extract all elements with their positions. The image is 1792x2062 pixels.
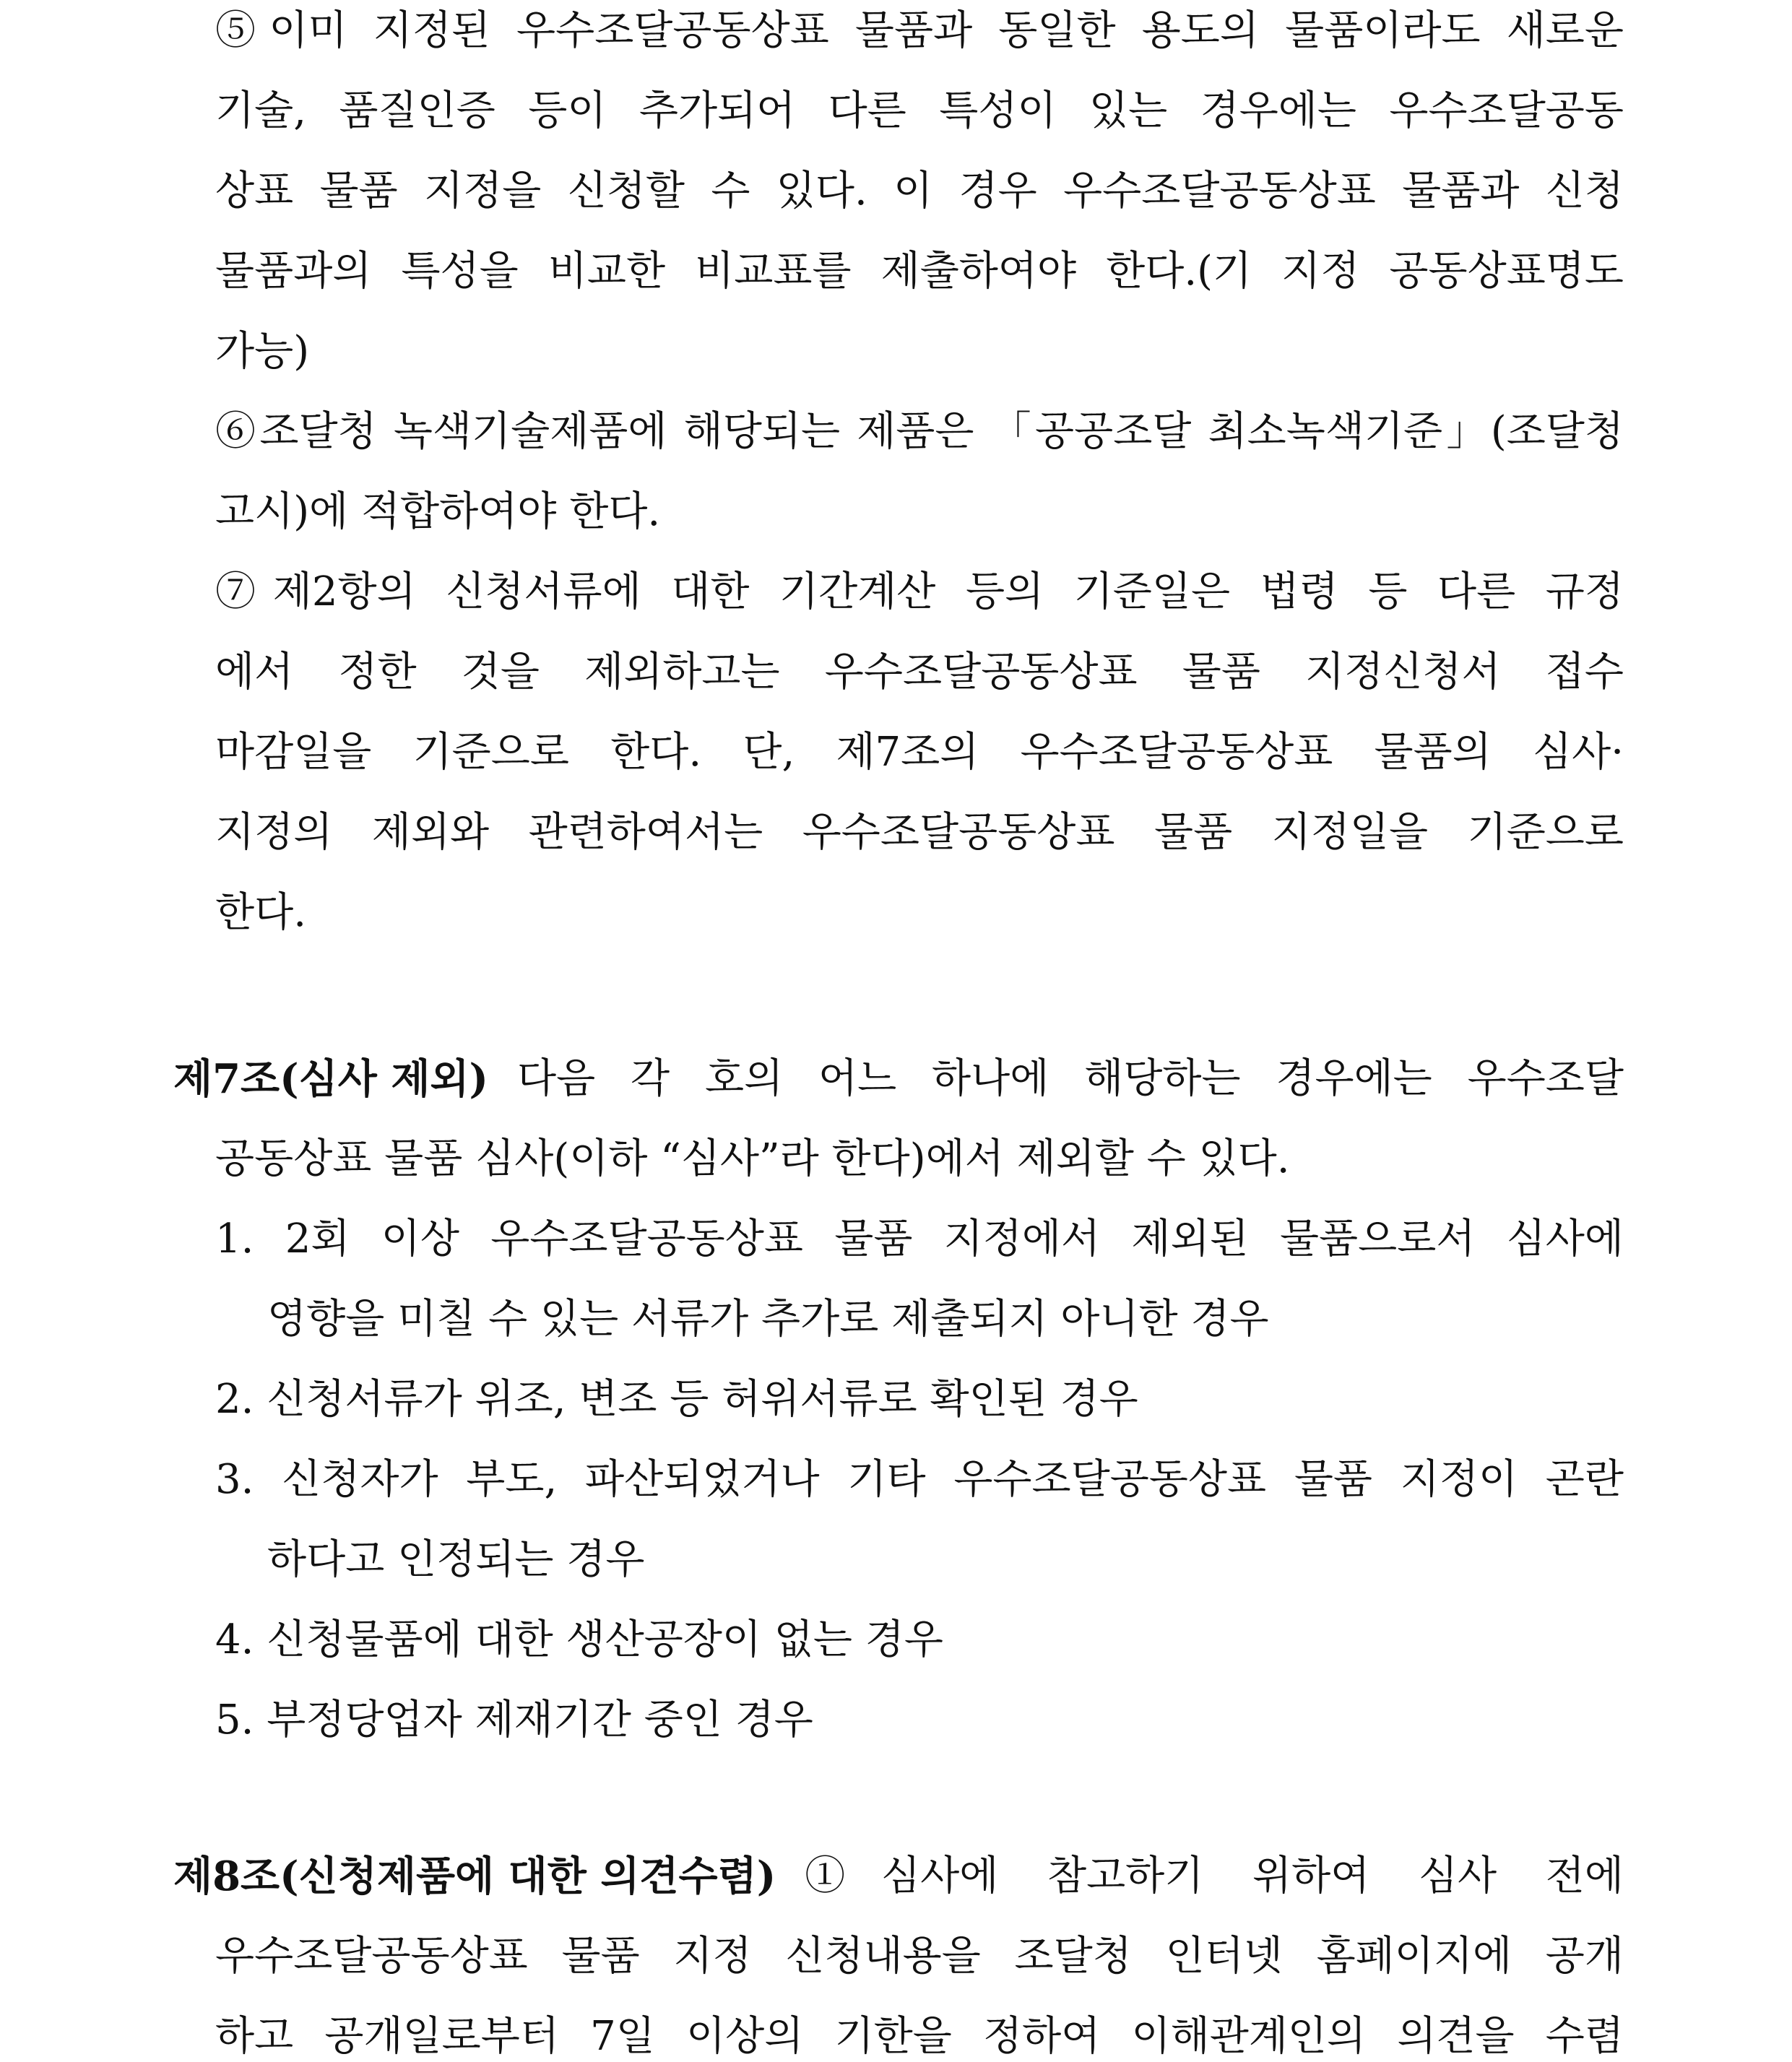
article7-line-2: 공동상표 물품 심사(이하 “심사”라 한다)에서 제외할 수 있다. (215, 1135, 1290, 1182)
article7-item-4: 4. 신청물품에 대한 생산공장이 없는 경우 (215, 1616, 943, 1663)
article7-line-1 (173, 1054, 1624, 1104)
article7-heading: 제7조(심사 제외) (173, 1055, 489, 1103)
para7-line-2: 에서 정한 것을 제외하고는 우수조달공동상표 물품 지정신청서 접수 (215, 649, 1624, 696)
article7-item-5: 5. 부정당업자 제재기간 중인 경우 (215, 1697, 813, 1743)
para7-line-1: ⑦제2항의 신청서류에 대한 기간계산 등의 기준일은 법령 등 다른 규정 (215, 568, 1624, 615)
para5-line-4: 물품과의 특성을 비교한 비교표를 제출하여야 한다.(기 지정 공동상표명도 (215, 248, 1624, 295)
article8-heading: 제8조(신청제품에 대한 의견수렴) (173, 1853, 776, 1900)
article7-item-3-line-2: 하다고 인정되는 경우 (267, 1536, 645, 1583)
para6-line-1: ⑥조달청 녹색기술제품에 해당되는 제품은 「공공조달 최소녹색기준」(조달청 (215, 408, 1624, 455)
para5-line-2: 기술, 품질인증 등이 추가되어 다른 특성이 있는 경우에는 우수조달공동 (215, 87, 1624, 134)
para7-line-5: 한다. (215, 889, 306, 936)
article7-item-2: 2. 신청서류가 위조, 변조 등 허위서류로 확인된 경우 (215, 1376, 1138, 1423)
para7-line-3: 마감일을 기준으로 한다. 단, 제7조의 우수조달공동상표 물품의 심사· (215, 729, 1624, 776)
para5-line-1: ⑤이미 지정된 우수조달공동상표 물품과 동일한 용도의 물품이라도 새로운 (215, 7, 1624, 54)
article7-item-1-line-1: 1. 2회 이상 우수조달공동상표 물품 지정에서 제외된 물품으로서 심사에 (215, 1216, 1624, 1262)
article8-line-1-text: ①심사에 참고하기 위하여 심사 전에 (805, 1853, 1624, 1899)
article7-item-1-line-2: 영향을 미칠 수 있는 서류가 추가로 제출되지 아니한 경우 (267, 1296, 1269, 1343)
para5-line-3: 상표 물품 지정을 신청할 수 있다. 이 경우 우수조달공동상표 물품과 신청 (215, 168, 1624, 215)
para5-line-5: 가능) (215, 328, 310, 375)
article8-line-2: 우수조달공동상표 물품 지정 신청내용을 조달청 인터넷 홈페이지에 공개 (215, 1933, 1624, 1980)
para7-line-4: 지정의 제외와 관련하여서는 우수조달공동상표 물품 지정일을 기준으로 (215, 809, 1624, 856)
article8-line-1 (173, 1851, 1624, 1902)
article7-line-1-text: 다음 각 호의 어느 하나에 해당하는 경우에는 우수조달 (517, 1055, 1624, 1102)
article8-line-3: 하고 공개일로부터 7일 이상의 기한을 정하여 이해관계인의 의견을 수렴 (215, 2013, 1624, 2060)
para6-line-2: 고시)에 적합하여야 한다. (215, 488, 661, 535)
article7-item-3-line-1: 3. 신청자가 부도, 파산되었거나 기타 우수조달공동상표 물품 지정이 곤란 (215, 1456, 1624, 1503)
